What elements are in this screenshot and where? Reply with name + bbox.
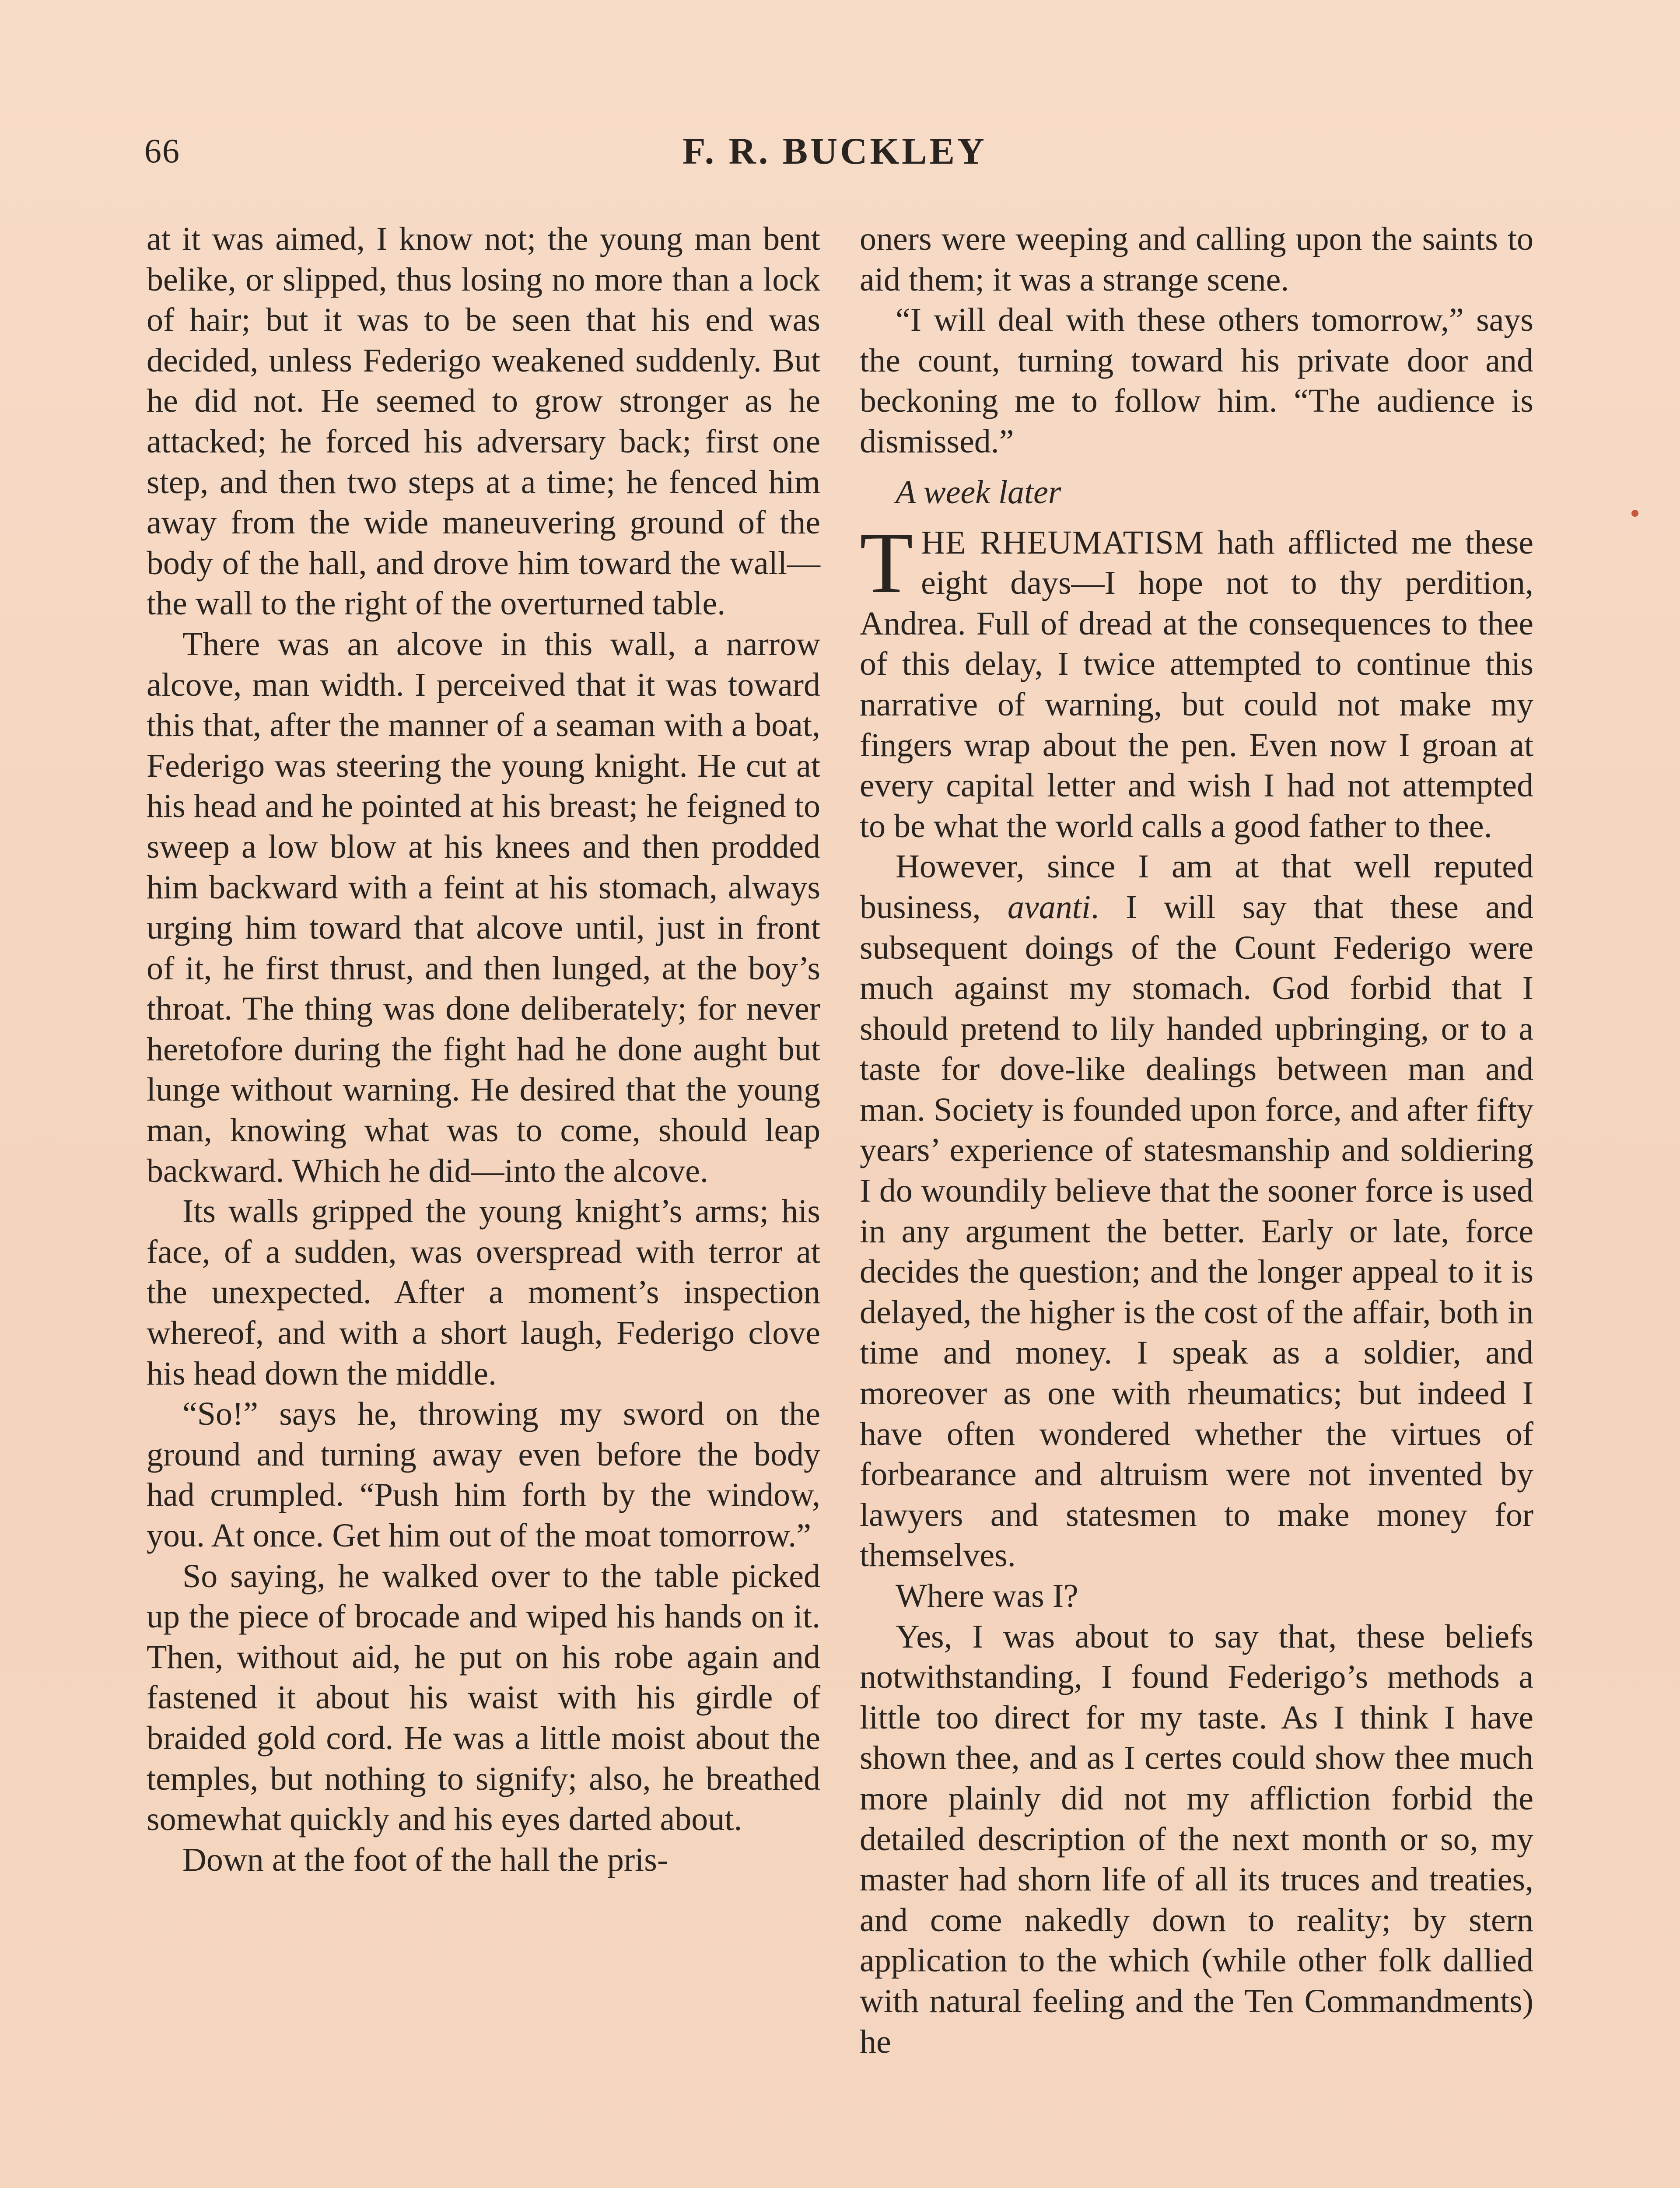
paragraph: “So!” says he, throwing my sword on the ground and turning away even before the body had crumpled. “Push him forth by the window, you. At once. Get him out of the moat tomorrow.” (147, 1396, 820, 1554)
paragraph: at it was aimed, I know not; the young man bent belike, or slipped, thus losing no more than a lock of hair; but it was to be seen that his end was decided, unless Federigo weakened suddenly. But he did not. He seemed to grow stronger as he attacked; he forced his adversary back; first one step, and then two steps at a time; he fenced him away from the wide maneuvering ground of the body of the hall, and drove him toward the wall—the wall to the right of the overturned table. (147, 221, 820, 622)
drop-cap: T (860, 514, 914, 611)
ink-spot (1631, 510, 1638, 517)
paragraph: oners were weeping and calling upon the saints to aid them; it was a strange scene. (860, 221, 1533, 298)
paragraph: So saying, he walked over to the table picked up the piece of brocade and wiped his hands on it. Then, without aid, he put on his robe again and fastened it about his waist with his girdle of braided gold cord. He was a little moist about the temples, but nothing to signify; also, he breathed somewhat quickly and his eyes darted about. (147, 1557, 820, 1838)
running-head: F. R. BUCKLEY (682, 130, 987, 172)
paragraph: Its walls gripped the young knight’s arms; his face, of a sudden, was overspread with terror at the unexpected. After a moment’s inspection whereof, and with a short laugh, Federigo clove his head down the middle. (147, 1193, 820, 1392)
paragraph: Yes, I was about to say that, these beliefs notwithstanding, I found Federigo’s methods a little too direct for my taste. As I think I have shown thee, and as I certes could show thee much more plainly did not my affliction forbid the detailed description of the next month or so, my master had shorn life of all its truces and treaties, and come nakedly down to reality; by stern application to the which (while other folk dallied with natural feeling and the Ten Commandments) he (860, 1618, 1533, 2060)
paragraph (860, 846, 1533, 1576)
paragraph-text: . I will say that these and subsequent doings of the Count Federigo were much against my stomach. God forbid that I should pretend to lily handed upbringing, or to a taste for dove-like dealings between man and man. Society is founded upon force, and after fifty years’ experience of statesmanship and soldiering I do woundily believe that the sooner force is used in any argument the better. Early or late, force decides the question; and the longer appeal to it is delayed, the higher is the cost of the affair, both in time and money. I speak as a soldier, and moreover as one with rheumatics; but indeed I have often wondered whether the virtues of forbearance and altruism were not invented by lawyers and statesmen to make money for themselves. (860, 888, 1534, 1574)
lead-in: HE RHEUMATISM (921, 524, 1204, 561)
paragraph-dropcap (860, 514, 1534, 847)
paragraph: Down at the foot of the hall the pris- (182, 1841, 668, 1878)
paragraph: Where was I? (896, 1578, 1078, 1614)
page-header (144, 127, 1544, 175)
paragraph-text: However, since I am at that well reputed business, (860, 848, 1533, 926)
left-column (147, 219, 820, 1880)
paragraph: “I will deal with these others tomorrow,” says the count, turning toward his private door and beckoning me to follow him. “The audience is dismissed.” (860, 302, 1533, 460)
right-column (860, 219, 1533, 2062)
italic-word: avanti (1007, 888, 1091, 926)
dateline: A week later (896, 473, 1061, 511)
page-number: 66 (144, 132, 180, 170)
paragraph: There was an alcove in this wall, a narrow alcove, man width. I perceived that it was toward this that, after the manner of a seaman with a boat, Federigo was steering the young knight. He cut at his head and he pointed at his breast; he feigned to sweep a low blow at his knees and then prodded him backward with a feint at his stomach, always urging him toward that alcove until, just in front of it, he first thrust, and then lunged, at the boy’s throat. The thing was done deliberately; for never heretofore during the fight had he done aught but lunge without warning. He desired that the young man, knowing what was to come, should leap backward. Which he did—into the alcove. (147, 625, 820, 1189)
paragraph-text: hath afflicted me these eight days—I hope not to thy perdition, Andrea. Full of dread at the consequences to thee of this delay, I twice attempted to continue this narrative of warning, but could not make my fingers wrap about the pen. Even now I groan at every capital letter and wish I had not attempted to be what the world calls a good father to thee. (860, 524, 1534, 845)
